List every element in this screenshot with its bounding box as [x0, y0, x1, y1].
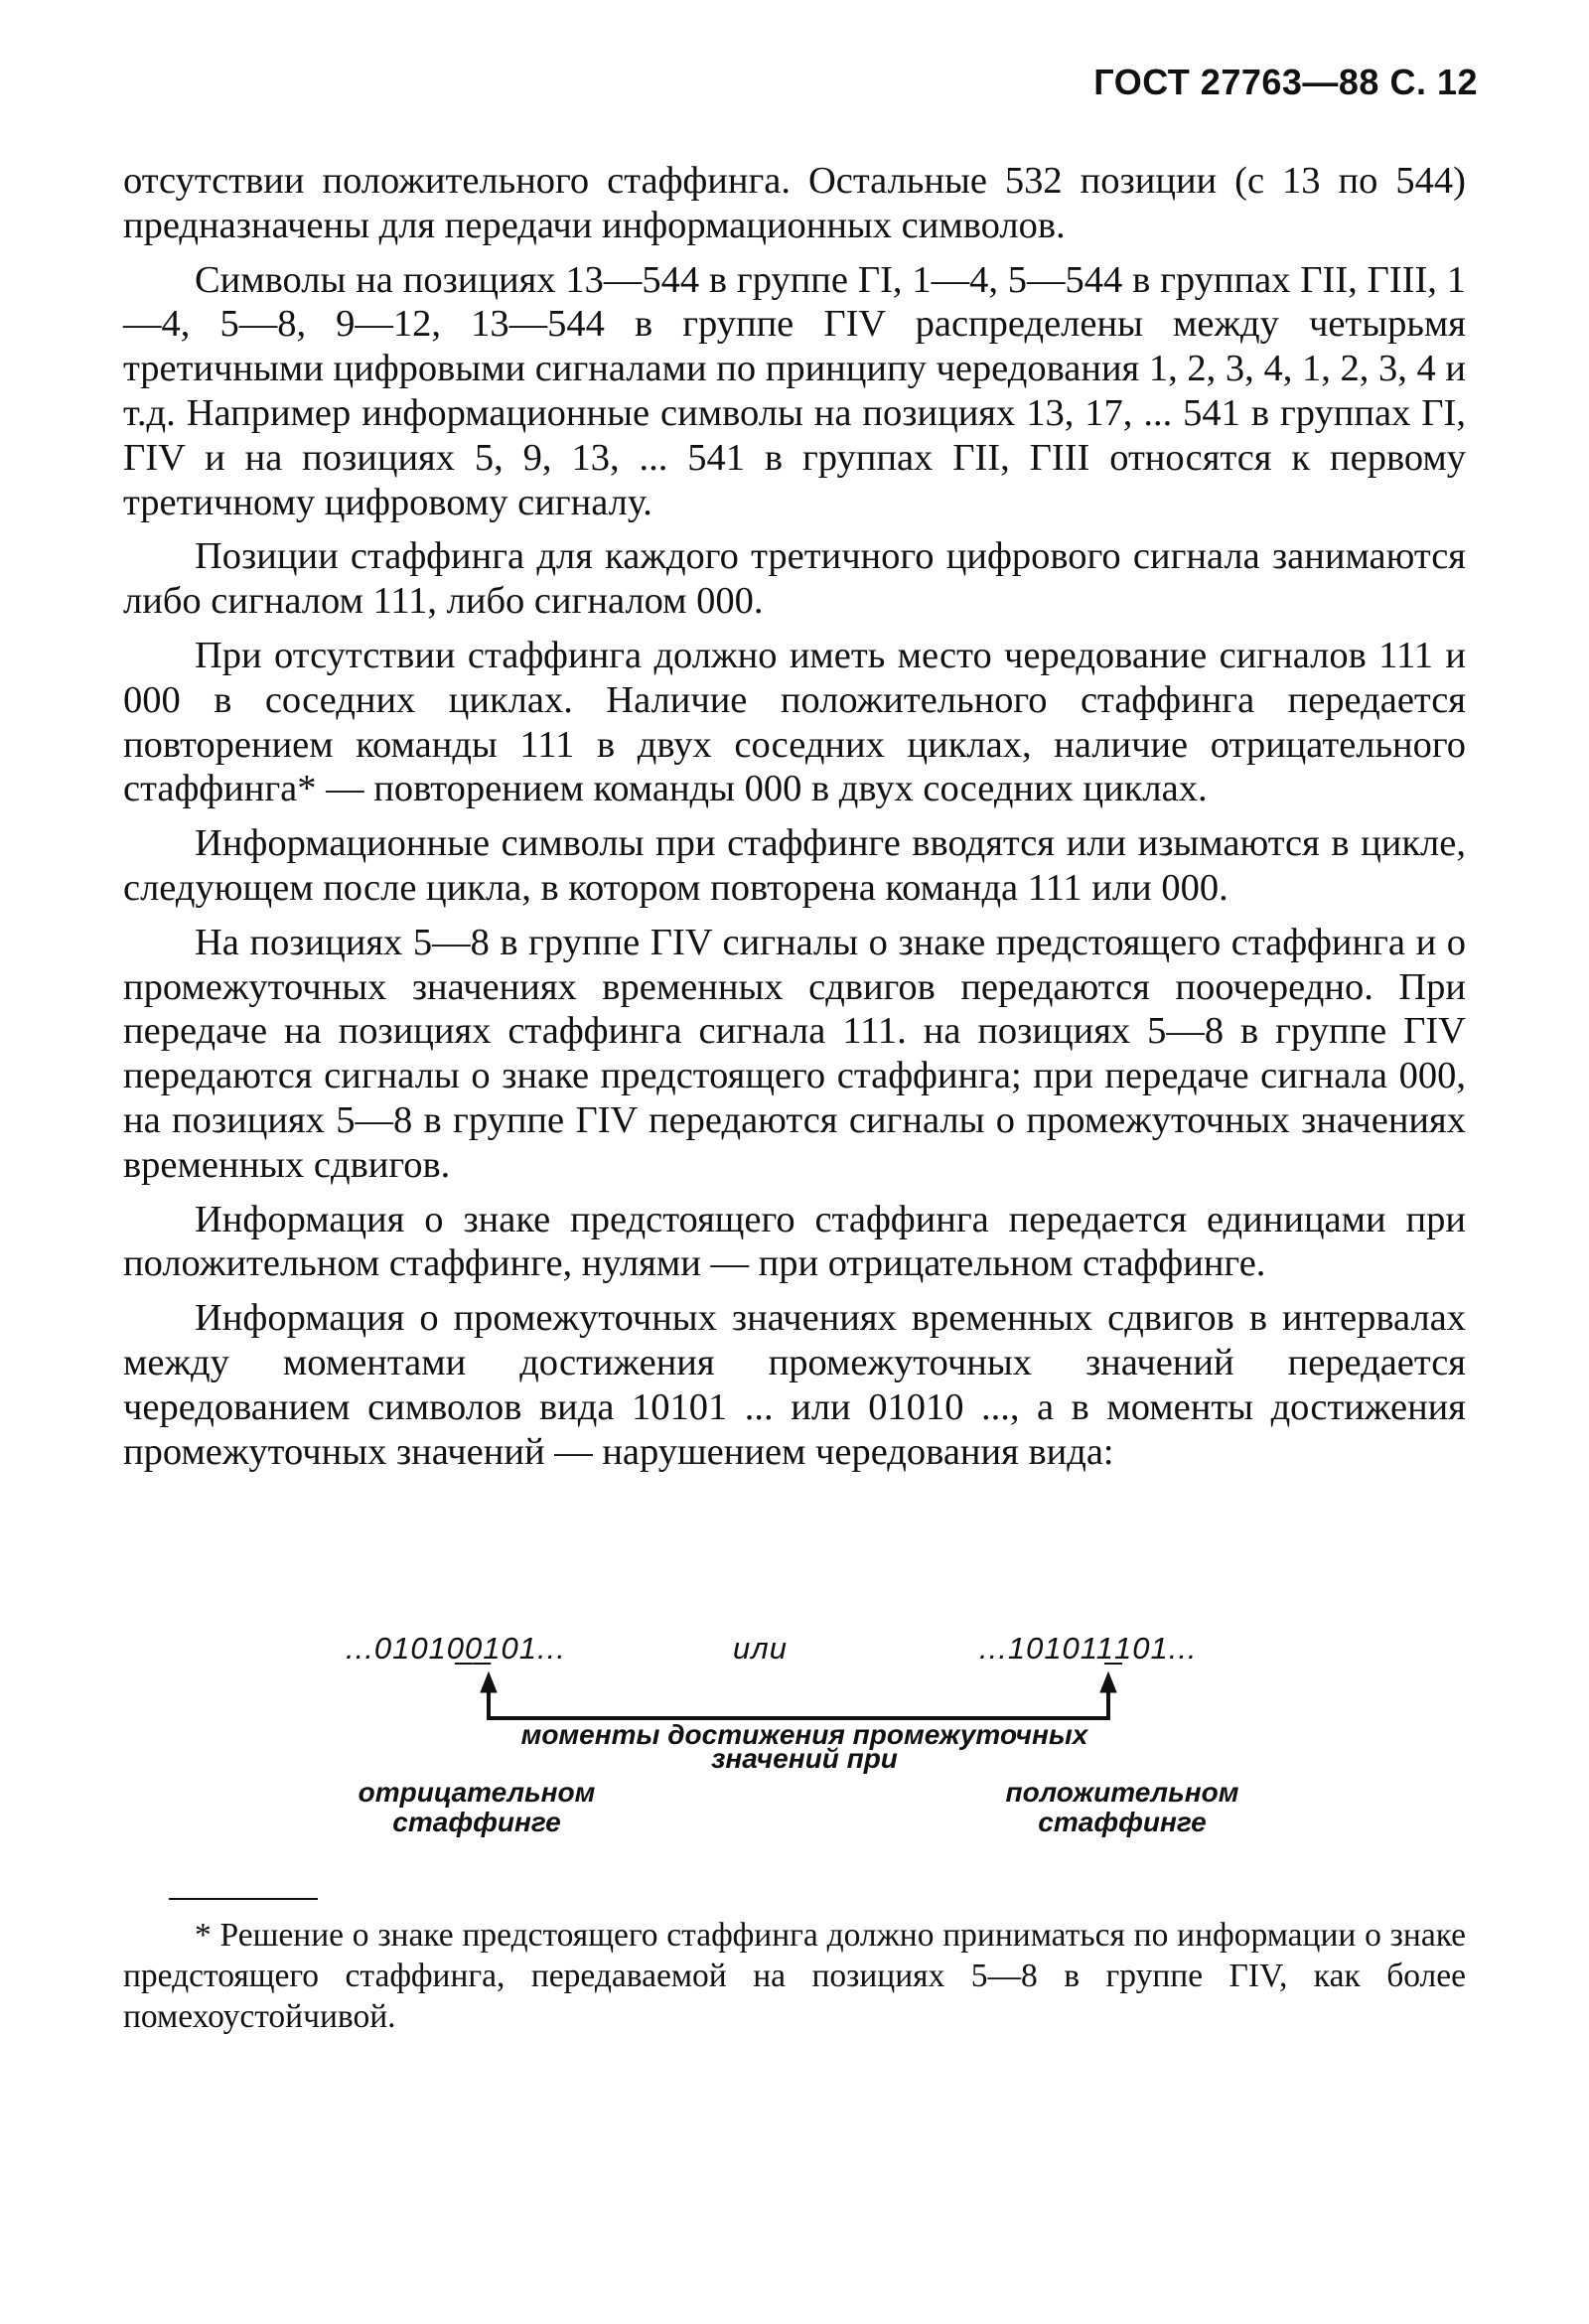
right-arrow [1100, 1672, 1116, 1692]
paragraph-8: Информация о промежуточных значениях временных сдвигов в интервалах между моментами достижения промежуточных значений передается чередованием символов вида 10101 ... или 01010 ..., а в моменты достижения промежуточных значений — нарушением чередования вида: [123, 1297, 1466, 1473]
footnote: * Решение о знаке предстоящего стаффинга должно приниматься по информации о знаке предстоящего стаффинга, передаваемой на позициях 5—8 в группе ГIV, как более помехоустойчивой. [123, 1917, 1466, 2035]
sequence-left: ...01010̲0̲101... [346, 1631, 566, 1666]
label-right-line-2: стаффинге [1038, 1807, 1207, 1837]
sequence-right: ...101011̲101... [979, 1631, 1198, 1666]
label-right-line-1: положительном [1005, 1777, 1239, 1808]
paragraph-4: При отсутствии стаффинга должно иметь место чередование сигналов 111 и 000 в соседних циклах. Наличие положительного стаффинга передается повторением команды 111 в двух соседних циклах, наличие отрицательного стаффинга* — повторением команды 000 в двух соседних циклах. [123, 634, 1466, 810]
label-negative-stuffing [328, 1778, 626, 1837]
footnote-divider [169, 1898, 318, 1900]
label-positive-stuffing [973, 1778, 1271, 1837]
left-arrow [481, 1672, 497, 1692]
sequence-connector: или [733, 1631, 788, 1666]
paragraph-2: Символы на позициях 13—544 в группе ГI, 1—4, 5—544 в группах ГII, ГIII, 1—4, 5—8, 9—12, 13—544 в группе ГIV распределены между четырьмя третичными цифровыми сигналами по принципу чередования 1, 2, 3, 4, 1, 2, 3, 4 и т.д. Например информационные символы на позициях 13, 17, ... 541 в группах ГI, ГIV и на позициях 5, 9, 13, ... 541 в группах ГII, ГIII относятся к первому третичному цифровому сигналу. [123, 258, 1466, 523]
stuffing-diagram [0, 1629, 1589, 1867]
label-left-line-1: отрицательном [358, 1777, 596, 1808]
bracket-line [489, 1690, 1108, 1718]
label-left-line-2: стаффинге [392, 1807, 561, 1837]
caption-line-2: значений при [711, 1743, 898, 1774]
body-text [123, 159, 1466, 1484]
page-header: ГОСТ 27763—88 С. 12 [1093, 62, 1478, 102]
diagram-caption [457, 1720, 1152, 1774]
paragraph-1: отсутствии положительного стаффинга. Остальные 532 позиции (с 13 по 544) предназначены для передачи информационных символов. [123, 160, 1466, 246]
paragraph-6: На позициях 5—8 в группе ГIV сигналы о знаке предстоящего стаффинга и о промежуточных значениях временных сдвигов передаются поочередно. При передаче на позициях стаффинга сигнала 111. на позициях 5—8 в группе ГIV передаются сигналы о знаке предстоящего стаффинга; при передаче сигнала 000, на позициях 5—8 в группе ГIV передаются сигналы о промежуточных значениях временных сдвигов. [123, 921, 1466, 1186]
caption-line-1: моменты достижения промежуточных [520, 1719, 1088, 1750]
paragraph-5: Информационные символы при стаффинге вводятся или изымаются в цикле, следующем после цикла, в котором повторена команда 111 или 000. [123, 822, 1466, 909]
paragraph-3: Позиции стаффинга для каждого третичного цифрового сигнала занимаются либо сигналом 111, либо сигналом 000. [123, 535, 1466, 623]
paragraph-7: Информация о знаке предстоящего стаффинга передается единицами при положительном стаффинге, нулями — при отрицательном стаффинге. [123, 1198, 1466, 1285]
